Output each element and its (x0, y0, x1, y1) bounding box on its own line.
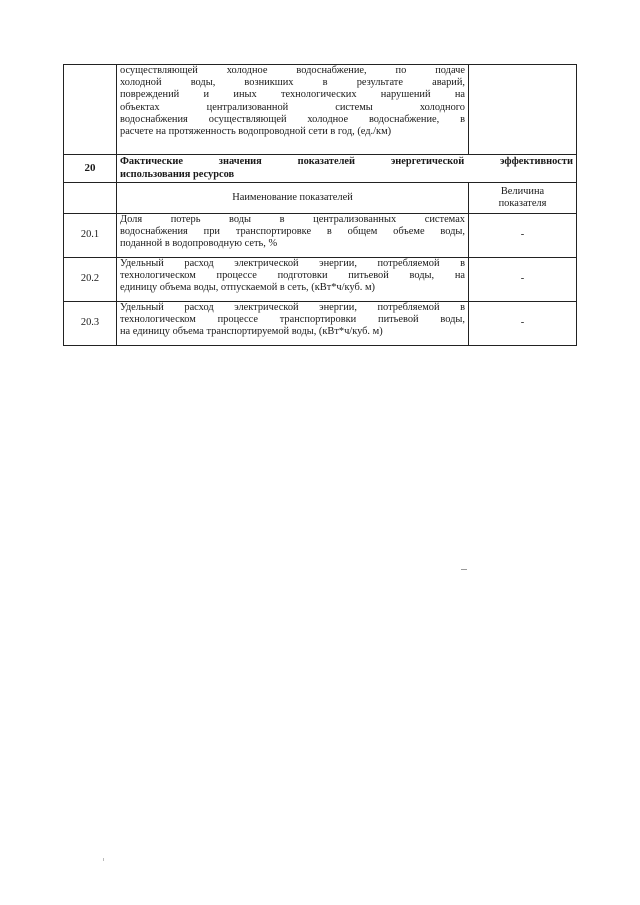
header-value-cell (469, 183, 577, 214)
table-header-row (64, 183, 577, 214)
section-title-line: Фактические значения показателей энергетической эффективности (120, 156, 573, 168)
row-text-cell (117, 214, 469, 258)
header-value-line: показателя (498, 198, 547, 209)
continuation-number-cell (64, 65, 117, 155)
row-number: 20.2 (64, 258, 117, 302)
section-row (64, 155, 577, 183)
continuation-value-cell (469, 65, 577, 155)
text-line: Удельный расход электрической энергии, потребляемой в (120, 302, 465, 313)
continuation-text-cell (117, 65, 469, 155)
text-line: Доля потерь воды в централизованных системах (120, 214, 465, 225)
row-value: - (469, 214, 577, 258)
table-row (64, 214, 577, 258)
header-value-line: Величина (500, 185, 545, 197)
text-line: водоснабжения осуществляющей холодное водоснабжение, в (120, 113, 465, 125)
header-number-cell (64, 183, 117, 214)
section-title-line: использования ресурсов (120, 168, 235, 180)
row-number: 20.3 (64, 302, 117, 346)
text-line: единицу объема воды, отпускаемой в сеть, (кВт*ч/куб. м) (120, 282, 376, 294)
text-line: объектах централизованной системы холодного (120, 101, 465, 113)
indicators-table (63, 64, 577, 346)
scan-artifact (461, 569, 467, 570)
table-row (64, 302, 577, 346)
header-name: Наименование показателей (117, 183, 469, 214)
text-line: расчете на протяженность водопроводной сети в год, (ед./км) (120, 126, 392, 138)
text-line: технологическом процессе подготовки питьевой воды, на (120, 270, 465, 282)
continuation-row (64, 65, 577, 155)
text-line: водоснабжения при транспортировке в общем объеме воды, (120, 226, 465, 238)
text-line: поданной в водопроводную сеть, % (120, 238, 278, 250)
scan-artifact (103, 858, 104, 861)
row-text-cell (117, 258, 469, 302)
text-line: повреждений и иных технологических нарушений на (120, 89, 465, 101)
row-number: 20.1 (64, 214, 117, 258)
row-value: - (469, 258, 577, 302)
text-line: холодной воды, возникших в результате аварий, (120, 77, 465, 89)
text-line: осуществляющей холодное водоснабжение, по подаче (120, 65, 465, 76)
text-line: на единицу объема транспортируемой воды, (кВт*ч/куб. м) (120, 326, 383, 338)
row-value: - (469, 302, 577, 346)
text-line: технологическом процессе транспортировки питьевой воды, (120, 314, 465, 326)
text-line: Удельный расход электрической энергии, потребляемой в (120, 258, 465, 269)
section-number: 20 (64, 155, 117, 183)
table-row (64, 258, 577, 302)
section-title-cell (117, 155, 577, 183)
row-text-cell (117, 302, 469, 346)
